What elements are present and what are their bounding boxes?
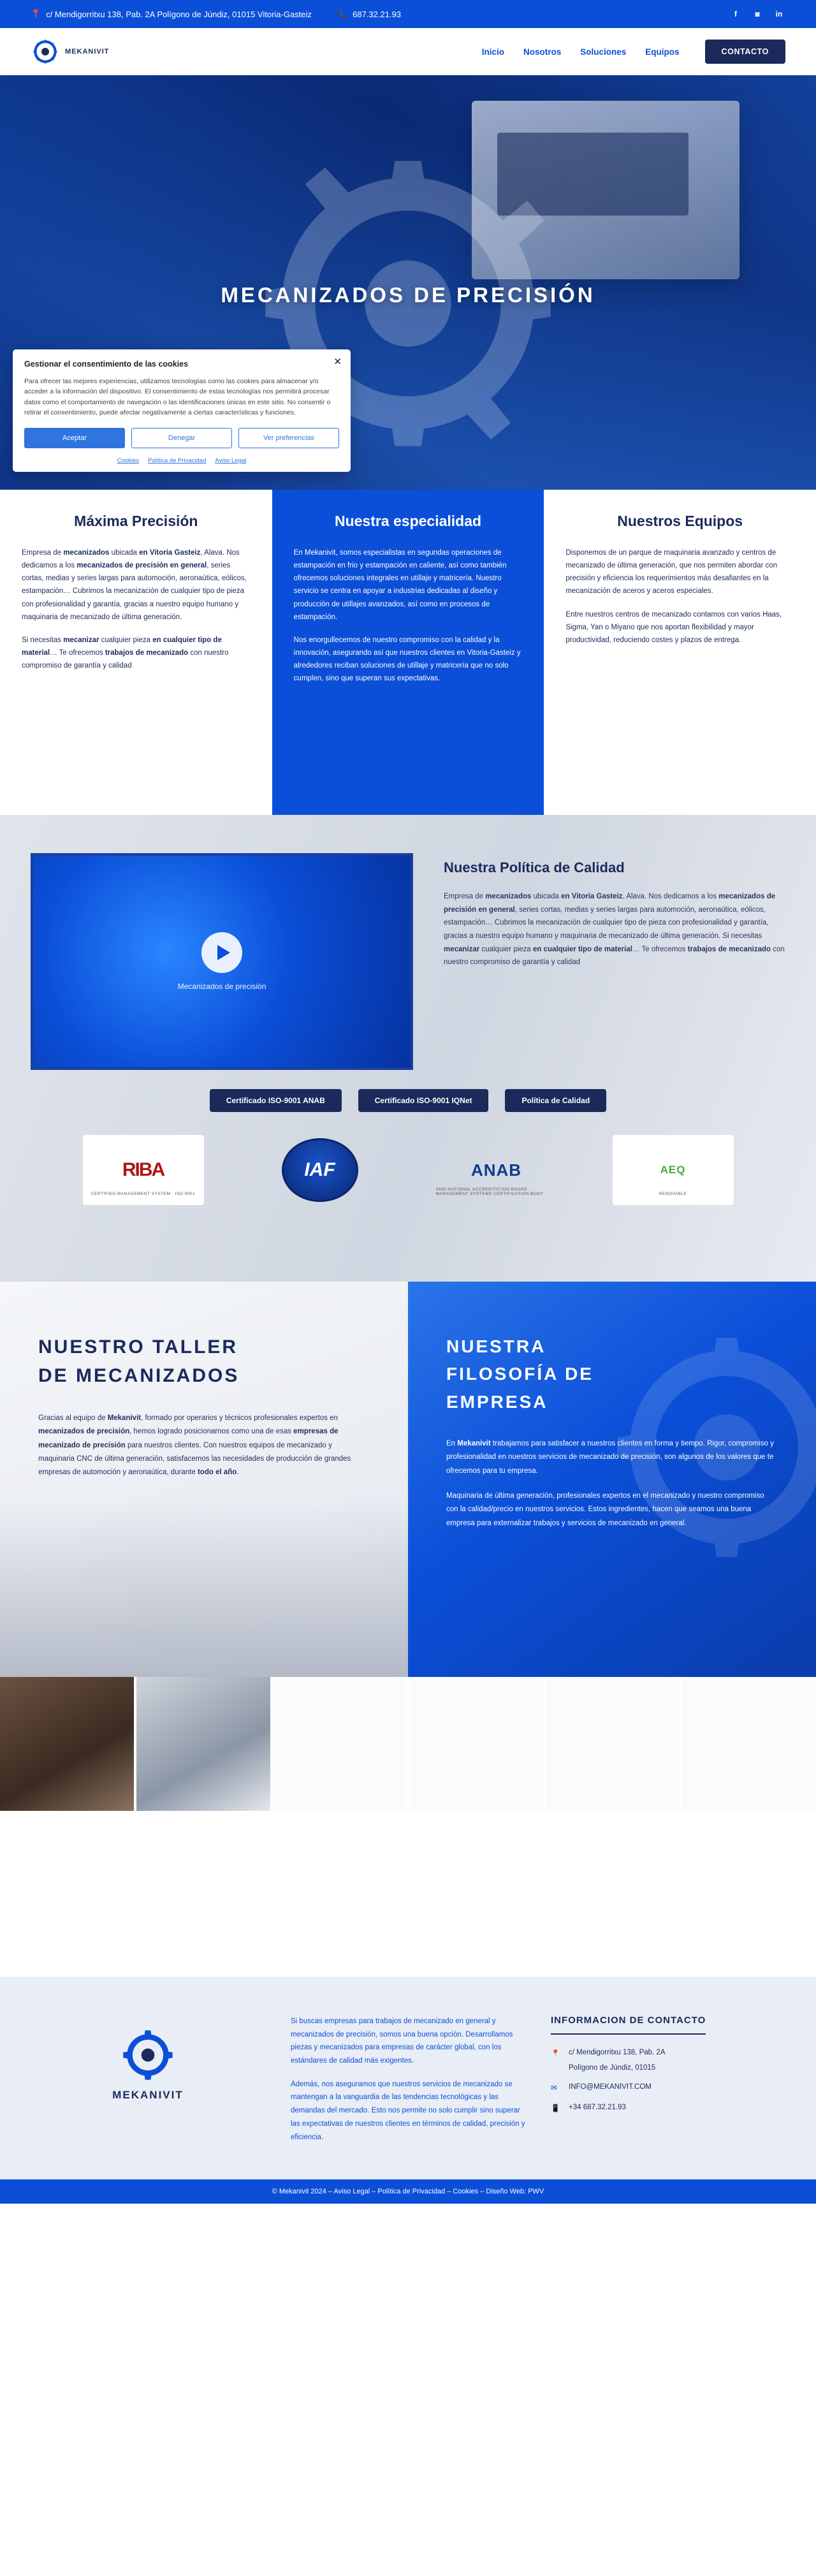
- footer-email-text: INFO@MEKANIVIT.COM: [569, 2083, 652, 2091]
- nav-item-soluciones[interactable]: Soluciones: [580, 47, 627, 57]
- cookie-buttons: [24, 428, 339, 448]
- cookie-preferences-button[interactable]: Ver preferencias: [238, 428, 339, 448]
- cookie-consent-dialog: [13, 349, 351, 472]
- riba-logo-text: RIBA: [122, 1159, 164, 1180]
- topbar-address-text: c/ Mendigorritxu 138, Pab. 2A Polígono de Júndiz, 01015 Vitoria-Gasteiz: [46, 9, 312, 19]
- certificate-logos: [61, 1135, 755, 1205]
- phone-icon: 📞: [337, 9, 348, 18]
- card-nuestra-especialidad: [272, 490, 544, 815]
- gallery-photo-machine[interactable]: [136, 1677, 270, 1811]
- certificates-section: [31, 1070, 785, 1250]
- footer-contact-block: [551, 2015, 785, 2154]
- site-footer: [0, 1977, 816, 2179]
- anab-logo-text: ANAB: [470, 1160, 522, 1180]
- close-icon[interactable]: ✕: [333, 356, 342, 367]
- topbar-phone[interactable]: [337, 9, 401, 19]
- philosophy-paragraph: En Mekanivit trabajamos para satisfacer a nuestros clientes en forma y tiempo. Rigor, compromiso y profesionalidad en nuestros servicios de mecanizado de precisión, son algunos de los valores que te ofrecemos para tu empresa.: [446, 1440, 774, 1475]
- philosophy-title-line2: FILOSOFÍA DE: [446, 1364, 594, 1384]
- quality-policy-section: [0, 815, 816, 1282]
- card-maxima-precision: [0, 490, 272, 815]
- facebook-icon[interactable]: f: [734, 10, 737, 18]
- card-paragraph: Entre nuestros centros de mecanizado contamos con varios Haas, Sigma, Yan o Miyano que nos aportan flexibilidad y mayor productividad, reduciendo costes y plazos de entrega.: [565, 610, 782, 644]
- cookie-link-privacidad[interactable]: Política de Privacidad: [148, 457, 207, 465]
- footer-paragraph: Además, nos aseguramos que nuestros servicios de mecanizado se mantengan a la vanguardia de las tendencias tecnológicas y las demandas del mercado. Esto nos permite no solo cumplir sino superar las expectativas de nuestros clientes en términos de calidad, precisión y eficiencia.: [291, 2080, 525, 2141]
- location-pin-icon: 📍: [31, 9, 41, 18]
- top-info-bar: [0, 0, 816, 28]
- gallery-placeholder-4[interactable]: [682, 1677, 816, 1811]
- instagram-icon[interactable]: ◙: [755, 10, 760, 18]
- aeo-logo-subtext: RENOVABLE: [659, 1192, 687, 1196]
- footer-phone-text: +34 687.32.21.93: [569, 2104, 626, 2111]
- hero-title: MECANIZADOS DE PRECISIÓN: [221, 283, 595, 307]
- phone-icon: 📱: [551, 2105, 560, 2112]
- riba-logo: [83, 1135, 204, 1205]
- aeo-logo-text: AEQ: [660, 1164, 686, 1176]
- card-paragraph: Empresa de mecanizados ubicada en Vitoria Gasteiz, Alava. Nos dedicamos a los mecanizados de precisión en general, series cortas, medias y series largas para automoción, aeronaútica, eólicos, estampación… Cubrimos la mecanización de cualquier tipo de pieza con profesionalidad y garantía, gracias a nuestro equipo humano y maquinaria de mecanizado de última generación.: [22, 549, 247, 621]
- philosophy-title: [446, 1333, 778, 1416]
- hero-section: [0, 75, 816, 490]
- gallery-placeholder-2[interactable]: [409, 1677, 543, 1811]
- gear-logo-icon: [31, 37, 60, 66]
- card-paragraph: Si necesitas mecanizar cualquier pieza en cualquier tipo de material… Te ofrecemos trabajos de mecanizado con nuestro compromiso de garantía y calidad: [22, 636, 229, 670]
- cookie-body: Para ofrecer las mejores experiencias, utilizamos tecnologías como las cookies para almacenar y/o acceder a la información del dispositivo. El consentimiento de estas tecnologías nos permitirá procesar datos como el comportamiento de navegación o las identificaciones únicas en este sitio. No consentir o retirar el consentimiento, puede afectar negativamente a ciertas características y funciones.: [24, 377, 331, 416]
- aeo-renovable-logo: [613, 1135, 734, 1205]
- nav-item-nosotros[interactable]: Nosotros: [523, 47, 562, 57]
- cookie-policy-links: [24, 457, 339, 464]
- workshop-title-line2: DE MECANIZADOS: [38, 1365, 240, 1386]
- nav-item-inicio[interactable]: Inicio: [481, 47, 504, 57]
- main-navigation: [0, 28, 816, 75]
- workshop-title: [38, 1333, 370, 1390]
- quality-body: Empresa de mecanizados ubicada en Vitoria Gasteiz, Alava. Nos dedicamos a los mecanizados de precisión en general, series cortas, medias y series largas para automoción, aeronaútica, eólicos, estampación… Cubrimos la mecanización de cualquier tipo de pieza con profesionalidad y garantía, gracias a nuestro equipo humano y maquinaria de mecanizado de última generación. Si necesitas mecanizar cualquier pieza en cualquier tipo de material… Te ofrecemos trabajos de mecanizado con nuestro compromiso de garantía y calidad: [444, 893, 785, 967]
- workshop-block: [0, 1282, 408, 1677]
- workshop-body: Gracias al equipo de Mekanivit, formado por operarios y técnicos profesionales expertos en mecanizados de precisión, hemos logrado posicionarnos como una de esas empresas de mecanizado de precisión para nuestros clientes. Con nuestros equipos de mecanizado y maquinaria CNC de última generación, satisfacemos las necesidades de producción de grandes empresas de automoción y aeronaútica, durante todo el año.: [38, 1414, 351, 1477]
- features-cards: [0, 490, 816, 815]
- blank-spacer: [0, 1811, 816, 1977]
- cookie-accept-button[interactable]: Aceptar: [24, 428, 125, 448]
- workshop-title-line1: NUESTRO TALLER: [38, 1336, 238, 1358]
- nav-links: [482, 47, 680, 57]
- footer-address-text: [569, 2049, 666, 2072]
- footer-phone[interactable]: [551, 2104, 785, 2112]
- footer-address-line2: Polígono de Júndiz, 01015: [569, 2064, 656, 2072]
- gear-logo-icon: [120, 2028, 175, 2082]
- anab-logo: [436, 1135, 557, 1205]
- quality-title: Nuestra Política de Calidad: [444, 860, 625, 875]
- cert-tab-iso9001-anab[interactable]: Certificado ISO-9001 ANAB: [210, 1089, 342, 1112]
- card-title: Nuestros Equipos: [617, 513, 743, 529]
- workshop-background-photo: [0, 1499, 408, 1677]
- cookie-link-aviso-legal[interactable]: Aviso Legal: [215, 457, 247, 465]
- footer-bottom-bar: © Mekanivit 2024 – Aviso Legal – Política de Privacidad – Cookies – Diseño Web: PWV: [0, 2179, 816, 2204]
- footer-contact-title: INFORMACION DE CONTACTO: [551, 2015, 706, 2035]
- footer-about-text: [291, 2015, 525, 2154]
- site-logo[interactable]: [31, 37, 110, 66]
- anab-logo-subtext: ANSI NATIONAL ACCREDITATION BOARD · MANAGEMENT SYSTEMS CERTIFICATION BODY: [435, 1187, 544, 1196]
- card-paragraph: Nos enorgullecemos de nuestro compromiso con la calidad y la innovación, asegurando así que nuestros clientes en Vitoria-Gasteiz y alrededores reciban soluciones de utillaje y matricería que no solo cumplen, sino que superan sus expectativas.: [293, 636, 521, 683]
- card-paragraph: En Mekanivit, somos especialistas en segundas operaciones de estampación en frio y estampación en caliente, así como también ofrecemos soluciones integrales en utillaje y matricería. Nuestro servicio se centra en apoyar a industrias dedicadas al diseño y producción de utillajes avanzados, así como en procesos de estampación.: [293, 549, 507, 621]
- cookie-link-cookies[interactable]: Cookies: [117, 457, 139, 465]
- linkedin-icon[interactable]: in: [775, 10, 783, 18]
- philosophy-block: [408, 1282, 816, 1677]
- footer-email[interactable]: [551, 2083, 785, 2092]
- cert-tab-iso9001-iqnet[interactable]: Certificado ISO-9001 IQNet: [358, 1089, 489, 1112]
- footer-address: [551, 2049, 785, 2072]
- cookie-title: Gestionar el consentimiento de las cookies: [24, 360, 189, 369]
- topbar-address: [31, 9, 312, 19]
- footer-logo-block: [31, 2015, 265, 2154]
- gallery-photo-workshop[interactable]: [0, 1677, 134, 1811]
- card-title: Máxima Precisión: [74, 513, 198, 529]
- philosophy-title-line3: EMPRESA: [446, 1391, 548, 1412]
- topbar-phone-text: 687.32.21.93: [353, 9, 402, 19]
- mail-icon: ✉: [551, 2084, 557, 2092]
- philosophy-paragraph: Maquinaria de última generación, profesionales expertos en el mecanizado y nuestro compromiso con la calidad/precio en nuestros servicios. Estos ingredientes, hacen que seamos una buena empresa para externalizar trabajos y servicios de mecanizado en general.: [446, 1491, 764, 1527]
- philosophy-title-line1: NUESTRA: [446, 1336, 546, 1356]
- footer-address-line1: c/ Mendigorritxu 138, Pab. 2A: [569, 2049, 666, 2056]
- video-player[interactable]: [31, 853, 413, 1070]
- certificate-tabs: [61, 1089, 755, 1112]
- quality-text-block: [444, 853, 785, 969]
- nav-item-equipos[interactable]: Equipos: [645, 47, 680, 57]
- workshop-philosophy-section: [0, 1282, 816, 1677]
- cookie-deny-button[interactable]: Denegar: [131, 428, 232, 448]
- contacto-button[interactable]: CONTACTO: [705, 40, 785, 64]
- gallery-placeholder-1[interactable]: [273, 1677, 407, 1811]
- card-paragraph: Disponemos de un parque de maquinaria avanzado y centros de mecanizado de última generación, que nos permiten abordar con precisión y eficiencia los requerimientos más desafiantes en la mecanización de aceros y aceros especiales.: [565, 549, 778, 596]
- cert-tab-politica-calidad[interactable]: Política de Calidad: [505, 1089, 606, 1112]
- video-caption: Mecanizados de precisión: [177, 982, 266, 991]
- iaf-logo-text: IAF: [282, 1138, 358, 1202]
- card-nuestros-equipos: [544, 490, 816, 815]
- quality-row: [31, 853, 785, 1070]
- play-button-icon[interactable]: [201, 932, 242, 973]
- card-title: Nuestra especialidad: [334, 513, 482, 529]
- riba-logo-subtext: CERTIFIED MANAGEMENT SYSTEM · ISO 9001: [91, 1192, 196, 1196]
- footer-logo-text: MEKANIVIT: [112, 2089, 184, 2101]
- footer-paragraph: Si buscas empresas para trabajos de mecanizado en general y mecanizados de precisión, somos una buena opción. Desarrollamos piezas y mecanizados para empresas de carácter global, con los estándares de calidad más exigentes.: [291, 2017, 513, 2065]
- location-pin-icon: 📍: [551, 2050, 560, 2058]
- logo-text: MEKANIVIT: [65, 48, 110, 55]
- photo-gallery: [0, 1677, 816, 1811]
- iaf-logo: [259, 1135, 381, 1205]
- gallery-placeholder-3[interactable]: [546, 1677, 680, 1811]
- social-links: [729, 8, 785, 20]
